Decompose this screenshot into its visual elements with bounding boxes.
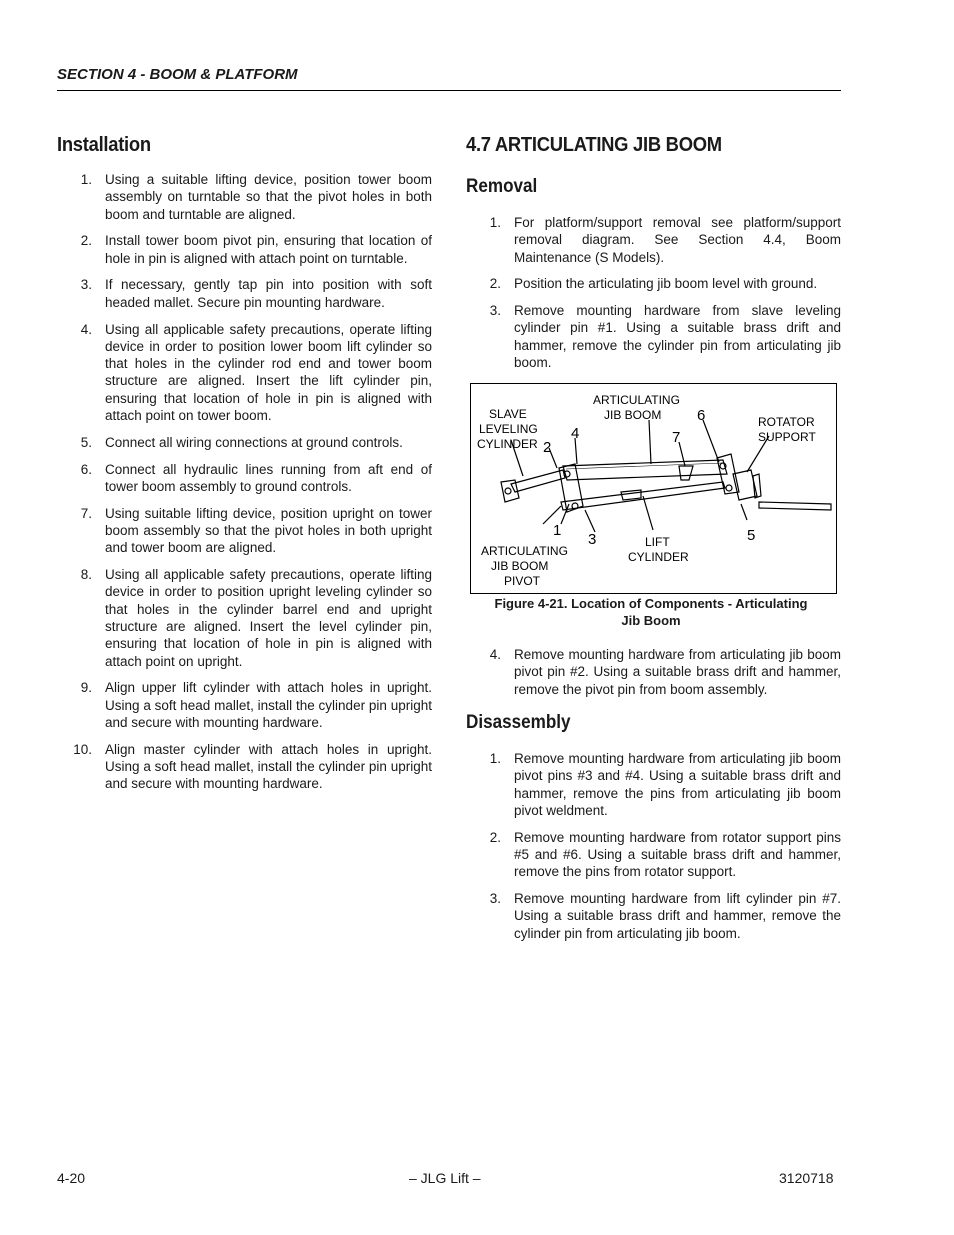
list-item: 10. Align master cylinder with attach holes in upright. Using a soft head mallet, install the cylinder pin upright and secure with mounting hardware.: [73, 741, 432, 792]
list-item: 1. Remove mounting hardware from articulating jib boom pivot pins #3 and #4. Using a suitable brass drift and hammer, remove the pins from articulating jib boom pivot weldment.: [489, 751, 841, 818]
disassembly-heading: Disassembly: [466, 712, 571, 733]
figure-caption: Figure 4-21. Location of Components - Articulating Jib Boom: [494, 596, 808, 628]
label-support: SUPPORT: [758, 430, 816, 444]
list-item: 2. Remove mounting hardware from rotator support pins #5 and #6. Using a suitable brass drift and hammer, remove the pins from rotator support.: [489, 829, 841, 880]
installation-steps: [57, 171, 432, 802]
jib-boom-diagram: [471, 384, 836, 593]
section-header: SECTION 4 - BOOM & PLATFORM: [57, 66, 298, 83]
callout-4: 4: [571, 425, 580, 442]
list-item: 3. Remove mounting hardware from slave leveling cylinder pin #1. Using a suitable brass drift and hammer, remove the cylinder pin from articulating jib boom.: [489, 303, 841, 371]
page-number: 4-20: [57, 1170, 86, 1186]
label-cylinder: CYLINDER: [477, 437, 538, 451]
list-item: 5. Connect all wiring connections at ground controls.: [80, 434, 403, 450]
label-pivot-articulating: ARTICULATING: [481, 544, 568, 558]
list-item: 3. If necessary, gently tap pin into position with soft headed mallet. Secure pin mounting hardware.: [80, 277, 432, 310]
footer-brand: – JLG Lift –: [409, 1170, 481, 1186]
label-jib-boom: JIB BOOM: [604, 408, 662, 422]
jib-boom-heading: 4.7 ARTICULATING JIB BOOM: [466, 134, 722, 156]
figure-frame: [470, 383, 837, 594]
disassembly-steps: [466, 750, 841, 951]
list-item: 4. Using all applicable safety precautions, operate lifting device in order to position lower boom lift cylinder so that holes in the cylinder rod end and tower boom structure are aligned. Insert the lift cylinder pin, ensuring that location of hole in pin is aligned with attach point on tower boom.: [80, 321, 432, 424]
removal-steps-continued: [466, 646, 841, 707]
label-lift-cylinder: CYLINDER: [628, 550, 689, 564]
label-articulating: ARTICULATING: [593, 393, 680, 407]
label-slave: SLAVE: [489, 407, 527, 421]
diagram-labels: [477, 393, 816, 588]
callout-5: 5: [747, 527, 756, 544]
list-item: 9. Align upper lift cylinder with attach holes in upright. Using a soft head mallet, install the cylinder pin upright and secure with mounting hardware.: [80, 680, 432, 731]
list-item: 1. For platform/support removal see platform/support removal diagram. See Section 4.4, Boom Maintenance (S Models).: [489, 215, 841, 265]
removal-steps: [466, 214, 841, 381]
list-item: 2. Install tower boom pivot pin, ensuring that location of hole in pin is aligned with attach point on turntable.: [80, 233, 432, 266]
label-rotator: ROTATOR: [758, 415, 815, 429]
list-item: 1. Using a suitable lifting device, position tower boom assembly on turntable so that the pivot holes in both boom and turntable are aligned.: [80, 172, 432, 222]
list-item: 2. Position the articulating jib boom level with ground.: [489, 276, 818, 292]
callout-1: 1: [553, 522, 562, 539]
callout-7: 7: [672, 429, 681, 446]
list-item: 7. Using suitable lifting device, position upright on tower boom assembly so that the pivot holes in both upright and tower boom are aligned.: [80, 505, 432, 556]
label-lift: LIFT: [645, 535, 670, 549]
list-item: 6. Connect all hydraulic lines running from aft end of tower boom assembly to ground controls.: [80, 461, 432, 494]
list-item: 8. Using all applicable safety precautions, operate lifting device in order to position upright leveling cylinder so that holes in the cylinder barrel end and upright structure are aligned. Insert the level cylinder pin, ensuring that location of hole in pin is aligned with attach point on upright.: [80, 567, 432, 669]
list-item: 3. Remove mounting hardware from lift cylinder pin #7. Using a suitable brass drift and hammer, remove the cylinder pin from articulating jib boom.: [489, 891, 841, 941]
callout-3: 3: [588, 531, 597, 548]
label-leveling: LEVELING: [479, 422, 538, 436]
label-pivot: PIVOT: [504, 574, 541, 588]
callout-6: 6: [697, 407, 706, 424]
list-item: 4. Remove mounting hardware from articulating jib boom pivot pin #2. Using a suitable brass drift and hammer, remove the pivot pin from boom assembly.: [489, 647, 841, 697]
label-pivot-jib-boom: JIB BOOM: [491, 559, 549, 573]
doc-number: 3120718: [779, 1170, 834, 1186]
installation-heading: Installation: [57, 134, 151, 156]
callout-2: 2: [543, 439, 552, 456]
removal-heading: Removal: [466, 176, 538, 197]
header-rule: [57, 90, 841, 91]
